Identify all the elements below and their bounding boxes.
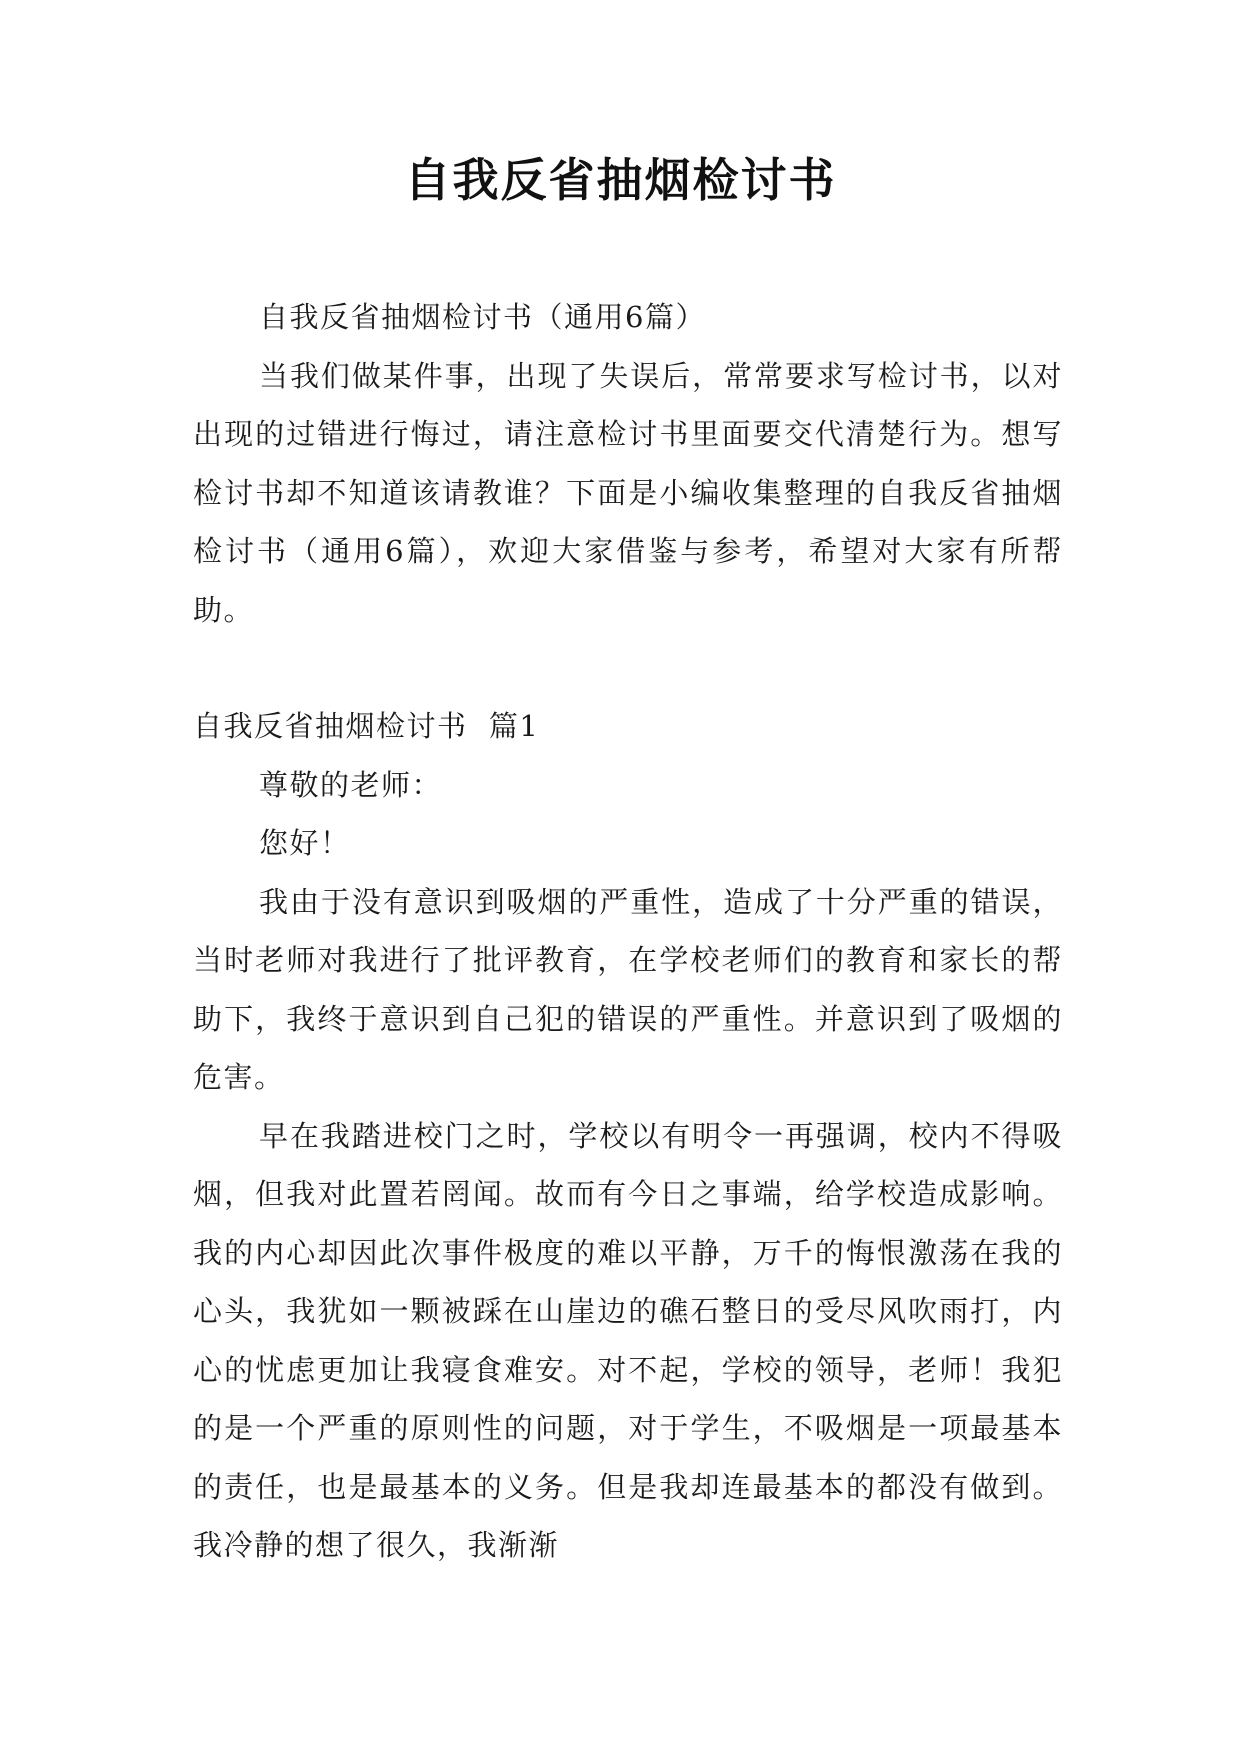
body-paragraph-2: 早在我踏进校门之时，学校以有明令一再强调，校内不得吸烟，但我对此置若罔闻。故而有今日之事端，给学校造成影响。我的内心却因此次事件极度的难以平静，万千的悔恨激荡在我的心头，我犹如一颗被踩在山崖边的礁石整日的受尽风吹雨打，内心的忧虑更加让我寝食难安。对不起，学校的领导，老师！我犯的是一个严重的原则性的问题，对于学生，不吸烟是一项最基本的责任，也是最基本的义务。但是我却连最基本的都没有做到。我冷静的想了很久，我渐渐 (193, 1118, 1063, 1562)
section-heading: 自我反省抽烟检讨书 篇1 (193, 709, 540, 743)
document-title: 自我反省抽烟检讨书 (404, 153, 837, 207)
salutation: 尊敬的老师： (259, 767, 443, 802)
document-body (193, 288, 1063, 1575)
intro-paragraph: 当我们做某件事，出现了失误后，常常要求写检讨书，以对出现的过错进行悔过，请注意检讨书里面要交代清楚行为。想写检讨书却不知道该请教谁？下面是小编收集整理的自我反省抽烟检讨书（通用6篇），欢迎大家借鉴与参考，希望对大家有所帮助。 (193, 358, 1063, 627)
document-subtitle: 自我反省抽烟检讨书（通用6篇） (259, 300, 706, 334)
greeting: 您好！ (259, 826, 351, 860)
paragraph-gap (193, 639, 1063, 697)
body-paragraph-1: 我由于没有意识到吸烟的严重性，造成了十分严重的错误，当时老师对我进行了批评教育，在学校老师们的教育和家长的帮助下，我终于意识到自己犯的错误的严重性。并意识到了吸烟的危害。 (193, 884, 1063, 1094)
